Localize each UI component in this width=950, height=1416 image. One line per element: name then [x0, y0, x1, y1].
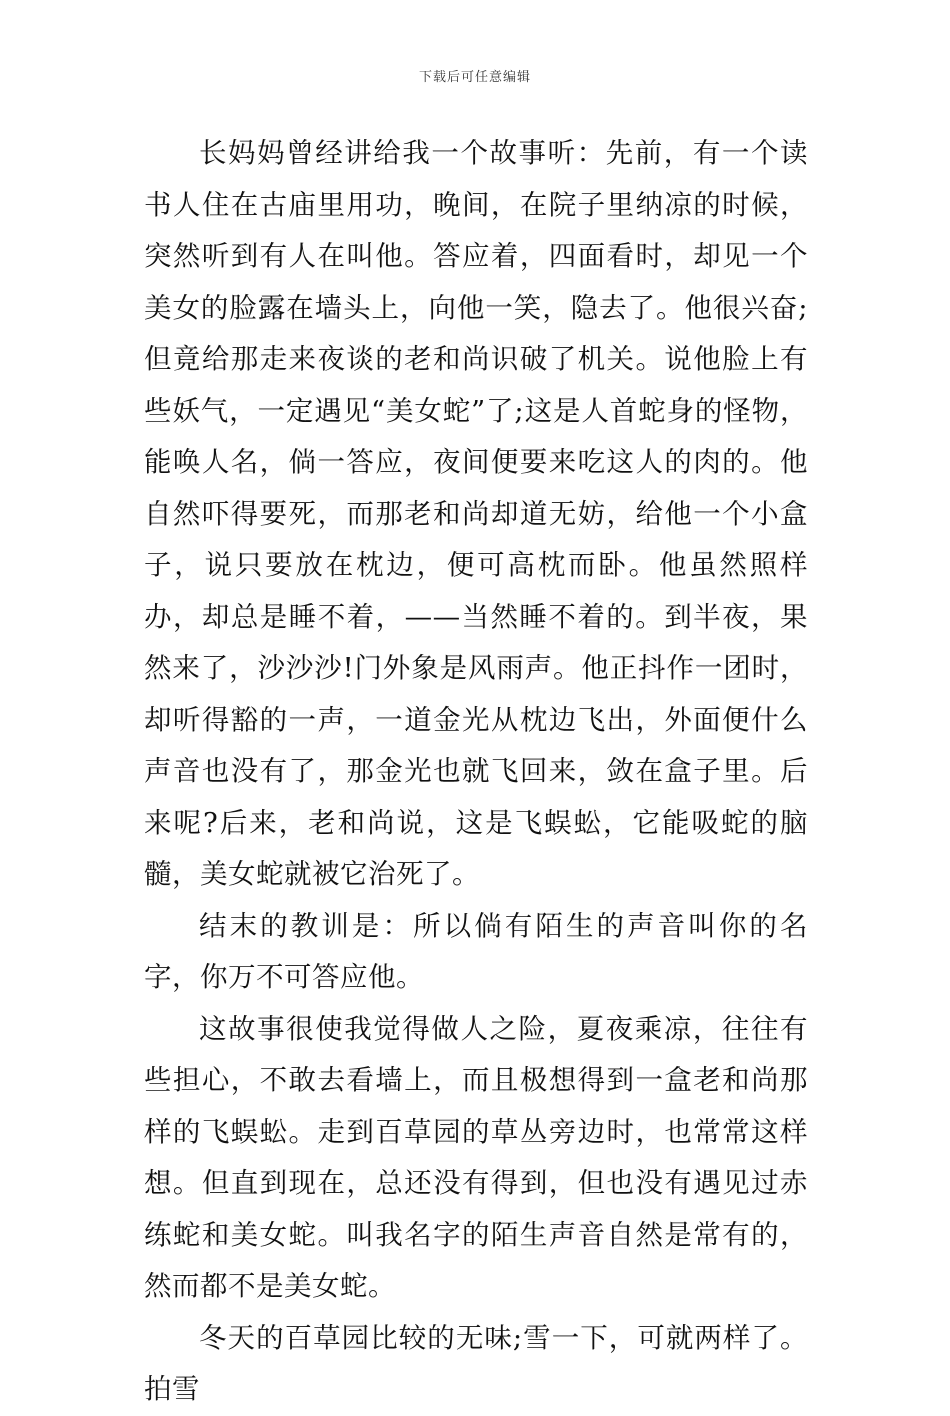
paragraph-winter: 冬天的百草园比较的无味;雪一下，可就两样了。拍雪 — [144, 1321, 808, 1405]
paragraph-lesson: 结末的教训是：所以倘有陌生的声音叫你的名字，你万不可答应他。 — [144, 909, 808, 993]
page-header: 下载后可任意编辑 — [418, 70, 531, 85]
paragraph-reflection: 这故事很使我觉得做人之险，夏夜乘凉，往往有些担心，不敢去看墙上，而且极想得到一盒老和尚那样的飞蜈蚣。走到百草园的草丛旁边时，也常常这样想。但直到现在，总还没有得到，但也没有遇见过赤练蛇和美女蛇。叫我名字的陌生声音自然是常有的，然而都不是美女蛇。 — [144, 1012, 808, 1302]
paragraph-story: 长妈妈曾经讲给我一个故事听：先前，有一个读书人住在古庙里用功，晚间，在院子里纳凉的时候，突然听到有人在叫他。答应着，四面看时，却见一个美女的脸露在墙头上，向他一笑，隐去了。他很兴奋;但竟给那走来夜谈的老和尚识破了机关。说他脸上有些妖气，一定遇见“美女蛇”了;这是人首蛇身的怪物，能唤人名，倘一答应，夜间便要来吃这人的肉的。他自然吓得要死，而那老和尚却道无妨，给他一个小盒子，说只要放在枕边，便可高枕而卧。他虽然照样办，却总是睡不着，——当然睡不着的。到半夜，果然来了，沙沙沙!门外象是风雨声。他正抖作一团时，却听得豁的一声，一道金光从枕边飞出，外面便什么声音也没有了，那金光也就飞回来，敛在盒子里。后来呢?后来，老和尚说，这是飞蜈蚣，它能吸蛇的脑髓，美女蛇就被它治死了。 — [144, 137, 808, 890]
document-body — [144, 128, 808, 1416]
